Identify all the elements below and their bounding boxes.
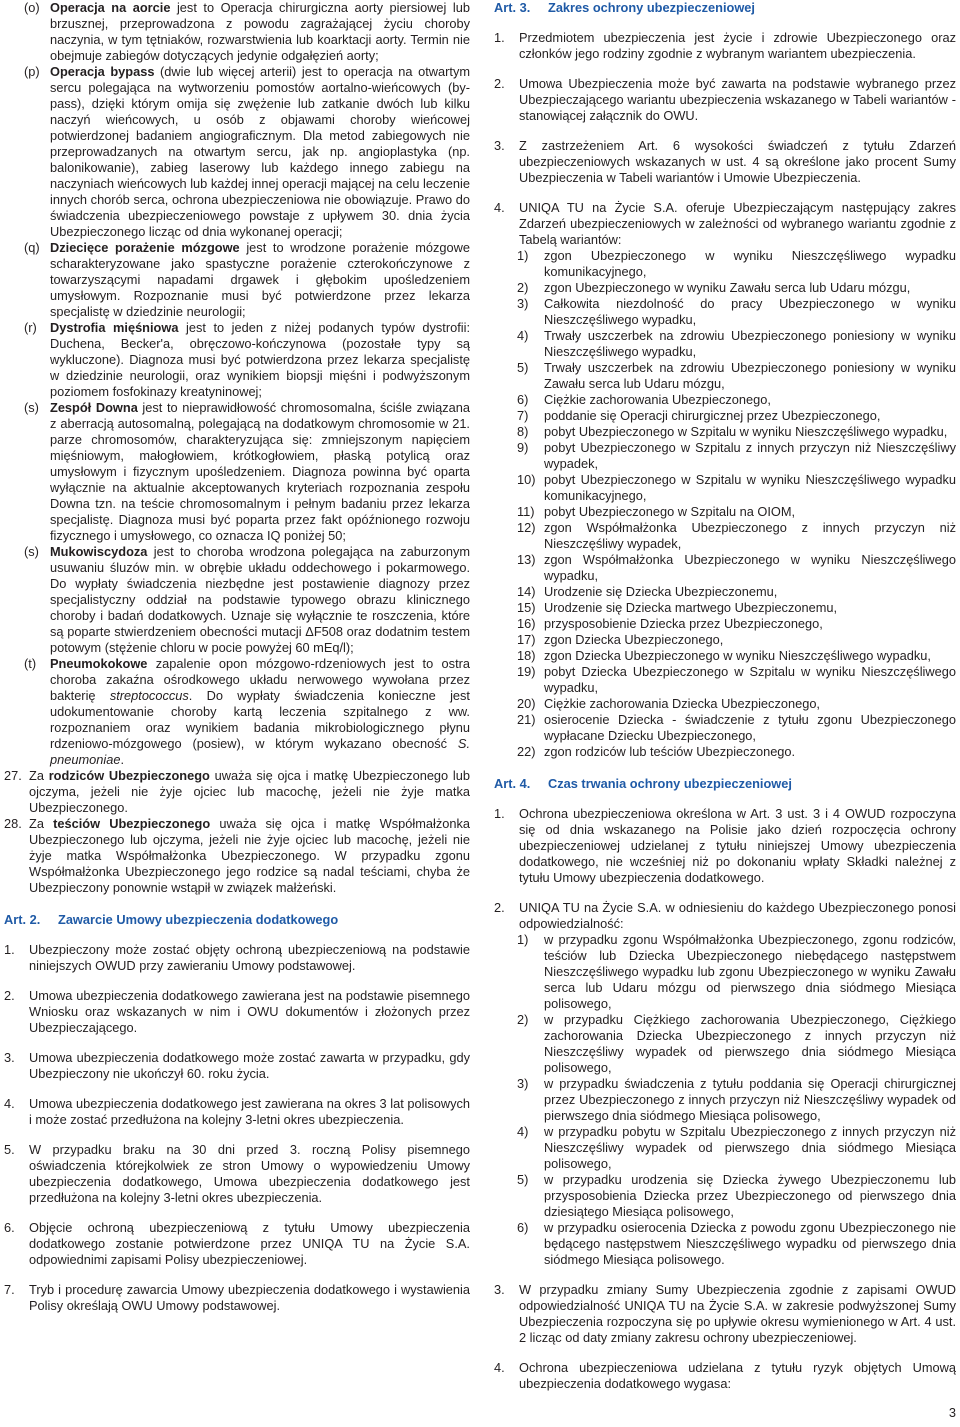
list-item-text: w przypadku Ciężkiego zachorowania Ubezpieczonego, Ciężkiego zachorowania Dziecka Ubezpieczonego z innych przyczyn niż Nieszczęśliwy wypadek od pierwszego dnia siódmego Miesiąca polisowego, — [544, 1012, 956, 1075]
list-item-text: Trwały uszczerbek na zdrowiu Ubezpieczonego poniesiony w wyniku Nieszczęśliwego wypadku, — [544, 328, 956, 359]
list-item-text: zgon Współmałżonka Ubezpieczonego z innych przyczyn niż Nieszczęśliwy wypadek, — [544, 520, 956, 551]
list-item — [494, 296, 956, 328]
art4-item-1: 1. Ochrona ubezpieczeniowa określona w Art. 3 ust. 3 i 4 OWUD rozpoczyna się od dnia wskazanego na Polisie jako dzień rozpoczęcia ochrony ubezpieczeniowej udzielanej z tytułu niniejszej Umowy ubezpieczenia dodatkowego, nie wcześniej niż po dokonaniu wpłaty Składki należnej z tytułu Umowy ubezpieczenia dodatkowego. — [494, 806, 956, 885]
list-item-text: w przypadku osierocenia Dziecka z powodu zgonu Ubezpieczonego nie będącego następstwem Nieszczęśliwego wypadku od pierwszego dnia siódmego Miesiąca polisowego. — [544, 1220, 956, 1267]
list-item-text: pobyt Dziecka Ubezpieczonego w Szpitalu w wyniku Nieszczęśliwego wypadku, — [544, 664, 956, 695]
list-item-text: Ciężkie zachorowania Ubezpieczonego, — [544, 392, 771, 407]
art2-item-5: 5. W przypadku braku na 30 dni przed 3. roczną Polisy pisemnego oświadczenia którejkolwiek ze stron Umowy o wypowiedzeniu Umowy ubezpieczenia dodatkowego, Umowa ubezpieczenia dodatkowego jest przedłużona na kolejny 3-letni okres ubezpieczenia. — [4, 1142, 470, 1205]
art4-item-2: 2. UNIQA TU na Życie S.A. w odniesieniu do każdego Ubezpieczonego ponosi odpowiedzialność: — [494, 900, 956, 931]
list-item-label: 22) — [517, 744, 536, 759]
list-item-label: 10) — [517, 472, 536, 487]
list-item-text: pobyt Ubezpieczonego w Szpitalu w wyniku Nieszczęśliwego wypadku, — [544, 424, 948, 439]
list-item — [494, 472, 956, 504]
art2-item-3: 3. Umowa ubezpieczenia dodatkowego może zostać zawarta w przypadku, gdy Ubezpieczony nie ukończył 60. roku życia. — [4, 1050, 470, 1081]
list-item — [494, 440, 956, 472]
list-item-label: 16) — [517, 616, 536, 631]
list-item — [494, 1124, 956, 1172]
list-item — [494, 392, 956, 408]
list-item — [494, 932, 956, 1012]
list-item — [494, 712, 956, 744]
right-column — [494, 0, 956, 1392]
list-item-text: zgon Ubezpieczonego w wyniku Zawału serca lub Udaru mózgu, — [544, 280, 911, 295]
list-item-label: 20) — [517, 696, 536, 711]
list-item-text: pobyt Ubezpieczonego w Szpitalu z innych przyczyn niż Nieszczęśliwy wypadek, — [544, 440, 956, 471]
art4-subitems — [494, 932, 956, 1268]
list-item-label: 2) — [517, 1012, 529, 1027]
list-item-label: 11) — [517, 504, 535, 519]
list-item-text: Całkowita niezdolność do pracy Ubezpieczonego w wyniku Nieszczęśliwego wypadku, — [544, 296, 956, 327]
list-item — [494, 1172, 956, 1220]
list-item-label: 13) — [517, 552, 536, 567]
list-item — [494, 1220, 956, 1268]
list-item — [494, 696, 956, 712]
list-item-text: zgon Ubezpieczonego w wyniku Nieszczęśliwego wypadku komunikacyjnego, — [544, 248, 956, 279]
list-item — [494, 504, 956, 520]
list-item-label: 15) — [517, 600, 536, 615]
art3-item-2: 2. Umowa Ubezpieczenia może być zawarta na podstawie wybranego przez Ubezpieczającego wariantu ubezpieczenia wskazanego w Tabeli wariantów - stanowiącej załącznik do OWU. — [494, 76, 956, 123]
art3-item-3: 3. Z zastrzeżeniem Art. 6 wysokości świadczeń z tytułu Zdarzeń ubezpieczeniowych wskazanych w ust. 4 są określone jako procent Sumy Ubezpieczenia w Tabeli wariantów i Umowie Ubezpieczenia. — [494, 138, 956, 185]
list-item — [494, 664, 956, 696]
definition-q: (q) Dziecięce porażenie mózgowe jest to wrodzone porażenie mózgowe scharakteryzowane jako spastyczne porażenie czterokończynowe z towarzyszącymi napadami drgawek i głębokim upośledzeniem umysłowym. Rozpoznanie musi być potwierdzone przez lekarza specjalistę w dziedzinie neurologii; — [24, 240, 471, 319]
list-item-label: 5) — [517, 360, 529, 375]
list-item-text: w przypadku zgonu Współmałżonka Ubezpieczonego, zgonu rodziców, teściów lub Dziecka Ubezpieczonego niebędącego następstwem Nieszczęśliwego wypadku lub zgonu Ubezpieczonego w wyniku Zawału serca lub Udaru mózgu od pierwszego dnia siódmego Miesiąca polisowego, — [544, 932, 956, 1011]
list-item-text: w przypadku urodzenia się Dziecka żywego Ubezpieczonemu lub przysposobienia Dziecka przez Ubezpieczonego od pierwszego dnia dziesiątego Miesiąca polisowego, — [544, 1172, 956, 1219]
list-item-text: Ciężkie zachorowania Dziecka Ubezpieczonego, — [544, 696, 820, 711]
list-item — [494, 424, 956, 440]
list-item-label: 6) — [517, 1220, 529, 1235]
list-item-text: Trwały uszczerbek na zdrowiu Ubezpieczonego poniesiony w wyniku Zawału serca lub Udaru mózgu, — [544, 360, 956, 391]
list-item-label: 17) — [517, 632, 536, 647]
list-item-label: 21) — [517, 712, 536, 727]
list-item-label: 5) — [517, 1172, 529, 1187]
list-item-text: Urodzenie się Dziecka Ubezpieczonemu, — [544, 584, 778, 599]
list-item-label: 19) — [517, 664, 536, 679]
list-item-label: 4) — [517, 328, 529, 343]
list-item-text: zgon Dziecka Ubezpieczonego, — [544, 632, 724, 647]
article-3-heading: Art. 3. Zakres ochrony ubezpieczeniowej — [494, 0, 755, 15]
list-item — [494, 408, 956, 424]
list-item — [494, 280, 956, 296]
definition-s-down: (s) Zespół Downa jest to nieprawidłowość chromosomalna, ściśle związana z aberracją autosomalną, polegającą na dodatkowym chromosomie w 21. parze chromosomów, charakteryzująca się: zmniejszonym napięciem mięśniowym, małogłowiem, krótkogłowiem, płaską potylicą oraz umysłowym i fizycznym upośledzeniem. Diagnoza powinna być oparta wyłącznie na aktualnie akceptowanych kryteriach rozpoznania zespołu Downa tzn. na teście chromosomalnym i pełnym badaniu przez lekarza specjalistę. Diagnoza musi być poparta przez fakt opóźnionego rozwoju fizycznego i umysłowego, co oznacza IQ poniżej 50; — [24, 400, 470, 543]
list-item-label: 8) — [517, 424, 529, 439]
list-item-label: 3) — [517, 1076, 529, 1091]
art2-item-1: 1. Ubezpieczony może zostać objęty ochroną ubezpieczeniową na podstawie niniejszych OWUD przy zawieraniu Umowy podstawowej. — [4, 942, 470, 973]
definition-t: (t) Pneumokokowe zapalenie opon mózgowo-rdzeniowych jest to ostra choroba zakaźna ośrodkowego układu nerwowego wywołana przez bakterię streptococcus. Do wypłaty świadczenia konieczne jest udokumentowanie choroby kartą leczenia szpitalnego z ww. rozpoznaniem oraz wynikiem badania mikrobiologicznego płynu rdzeniowo-mózgowego (posiew), w którym wykazano obecność S. pneumoniae. — [24, 656, 470, 767]
article-4-heading: Art. 4. Czas trwania ochrony ubezpieczeniowej — [494, 776, 792, 791]
art2-item-6: 6. Objęcie ochroną ubezpieczeniową z tytułu Umowy ubezpieczenia dodatkowego zostanie potwierdzone przez UNIQA TU na Życie S.A. odpowiednimi zapisami Polisy ubezpieczeniowej. — [4, 1220, 470, 1267]
list-item — [494, 648, 956, 664]
list-item-text: pobyt Ubezpieczonego w Szpitalu na OIOM, — [544, 504, 796, 519]
list-item — [494, 744, 956, 760]
art4-item-3: 3. W przypadku zmiany Sumy Ubezpieczenia zgodnie z zapisami OWUD odpowiedzialność UNIQA TU na Życie S.A. w zakresie podwyższonej Sumy Ubezpieczenia rozpoczyna się po upływie okresu wymienionego w Art. 4 ust. 2 licząc od daty zmiany zakresu ochrony ubezpieczeniowej. — [494, 1282, 956, 1345]
list-item-text: pobyt Ubezpieczonego w Szpitalu w wyniku Nieszczęśliwego wypadku komunikacyjnego, — [544, 472, 956, 503]
list-item-label: 4) — [517, 1124, 529, 1139]
clause-28: 28. Za teściów Ubezpieczonego uważa się ojca i matkę Współmałżonka Ubezpieczonego lub ojczyma, jeżeli nie żyje ojciec lub macochę, jeżeli nie żyje matka Współmałżonka Ubezpieczonego. W przypadku zgonu Współmałżonka Ubezpieczonego jego rodzice są nadal teściami, chyba że Ubezpieczony ponownie wstąpił w związek małżeński. — [4, 816, 471, 895]
list-item-label: 1) — [517, 932, 529, 947]
page-number: 3 — [948, 1405, 956, 1420]
list-item-label: 2) — [517, 280, 529, 295]
list-item-text: zgon Współmałżonka Ubezpieczonego w wyniku Nieszczęśliwego wypadku, — [544, 552, 956, 583]
list-item — [494, 1012, 956, 1076]
list-item-text: zgon Dziecka Ubezpieczonego w wyniku Nieszczęśliwego wypadku, — [544, 648, 931, 663]
list-item-label: 14) — [517, 584, 536, 599]
list-item-text: w przypadku pobytu w Szpitalu Ubezpieczonego z innych przyczyn niż Nieszczęśliwy wypadek od pierwszego dnia siódmego Miesiąca polisowego, — [544, 1124, 956, 1171]
list-item-text: poddanie się Operacji chirurgicznej przez Ubezpieczonego, — [544, 408, 881, 423]
list-item-text: Urodzenie się Dziecka martwego Ubezpieczonemu, — [544, 600, 838, 615]
list-item — [494, 1076, 956, 1124]
art3-item-1: 1. Przedmiotem ubezpieczenia jest życie i zdrowie Ubezpieczonego oraz członków jego rodziny zgodnie z wybranym wariantem ubezpieczenia. — [494, 30, 956, 61]
art4-item-4: 4. Ochrona ubezpieczeniowa udzielana z tytułu ryzyk objętych Umową ubezpieczenia dodatkowego wygasa: — [494, 1360, 956, 1391]
list-item-label: 7) — [517, 408, 529, 423]
list-item — [494, 632, 956, 648]
art2-item-7: 7. Tryb i procedurę zawarcia Umowy ubezpieczenia dodatkowego i wystawienia Polisy określają OWU Umowy podstawowej. — [4, 1282, 470, 1313]
list-item-text: przysposobienie Dziecka przez Ubezpieczonego, — [544, 616, 823, 631]
list-item-label: 9) — [517, 440, 529, 455]
list-item-text: zgon rodziców lub teściów Ubezpieczonego. — [544, 744, 796, 759]
left-column — [4, 0, 470, 1314]
list-item — [494, 520, 956, 552]
list-item — [494, 600, 956, 616]
list-item-label: 12) — [517, 520, 536, 535]
list-item — [494, 360, 956, 392]
definition-o: (o) Operacja na aorcie jest to Operacja chirurgiczna aorty piersiowej lub brzusznej, przeprowadzona z powodu zagrażającej życiu choroby naczynia, w tym tętniaków, rozwarstwienia lub koarktacji aorty. Termin nie obejmuje zabiegów dotyczących jedynie odgałęzień aorty; — [24, 0, 470, 63]
list-item — [494, 552, 956, 584]
definition-r: (r) Dystrofia mięśniowa jest to jeden z niżej podanych typów dystrofii: Duchena, Becker'a, obręczowo-kończynowa (pozostałe typy są wykluczone). Diagnoza musi być potwierdzona przez lekarza specjalistę w dziedzinie neurologii, oraz wynikiem biopsji mięśni i podwyższonym poziomem fosfokinazy kreatyninowej; — [24, 320, 471, 399]
clause-27: 27. Za rodziców Ubezpieczonego uważa się ojca i matkę Ubezpieczonego lub ojczyma, jeżeli nie żyje ojciec lub macochę, jeżeli nie żyje matka Ubezpieczonego. — [4, 768, 470, 815]
list-item — [494, 616, 956, 632]
definition-p: (p) Operacja bypass (dwie lub więcej arterii) jest to operacja na otwartym sercu polegająca na wytworzeniu pomostów aortalno-wieńcowych (by-pass), dzięki którym omija się zwężenie lub zatkanie dwóch lub kilku naczyń wieńcowych, u osób z objawami choroby wieńcowej potwierdzonej badaniem angiograficznym. Dla metod zabiegowych nie przeprowadzanych na otwartym sercu, jak np. angioplastyka (np. balonikowanie), zabieg laserowy lub każdego innego zabiegu na naczyniach wieńcowych lub każdej innej operacji mającej na celu leczenie innych chorób serca, ochrona ubezpieczeniowa nie obowiązuje. Prawo do świadczenia ubezpieczeniowego powstaje z upływem 30. dnia życia Ubezpieczonego licząc od dnia wykonanej operacji; — [24, 64, 470, 239]
article-2-heading: Art. 2. Zawarcie Umowy ubezpieczenia dodatkowego — [4, 912, 339, 927]
art3-item-4: 4. UNIQA TU na Życie S.A. oferuje Ubezpieczającym następujący zakres Zdarzeń ubezpieczeniowych w zależności od wybranego wariantu zgodnie z Tabelą wariantów: — [494, 200, 956, 247]
list-item-label: 3) — [517, 296, 529, 311]
art3-subitems — [494, 248, 956, 760]
list-item-text: osierocenie Dziecka - świadczenie z tytułu zgonu Ubezpieczonego wypłacane Dziecku Ubezpieczonego, — [544, 712, 956, 743]
list-item-label: 18) — [517, 648, 536, 663]
art2-item-4: 4. Umowa ubezpieczenia dodatkowego jest zawierana na okres 3 lat polisowych i może zostać przedłużona na kolejny 3-letni okres ubezpieczenia. — [4, 1096, 470, 1127]
list-item-label: 6) — [517, 392, 529, 407]
list-item — [494, 248, 956, 280]
list-item-text: w przypadku świadczenia z tytułu poddania się Operacji chirurgicznej przez Ubezpieczonego z innych przyczyn niż Nieszczęśliwy wypadek od pierwszego dnia siódmego Miesiąca polisowego, — [544, 1076, 956, 1123]
list-item-label: 1) — [517, 248, 529, 263]
list-item — [494, 584, 956, 600]
list-item — [494, 328, 956, 360]
definition-s-cf: (s) Mukowiscydoza jest to choroba wrodzona polegająca na zaburzonym usuwaniu śluzów min. w obrębie układu oddechowego i pokarmowego. Do wypłaty świadczenia niezbędne jest postawienie diagnozy przez specjalistyczny oddział na podstawie typowego obrazu klinicznego choroby i badań dodatkowych. Uznaje się wyłącznie te roszczenia, które są poparte stwierdzeniem obecności mutacji ΔF508 oraz dodatnim testem potowym (stężenie chloru w pocie powyżej 60 mEq/l); — [24, 544, 470, 655]
art2-item-2: 2. Umowa ubezpieczenia dodatkowego zawierana jest na podstawie pisemnego Wniosku oraz wskazanych w nim i OWU dokumentów i złożonych przez Ubezpieczającego. — [4, 988, 470, 1035]
